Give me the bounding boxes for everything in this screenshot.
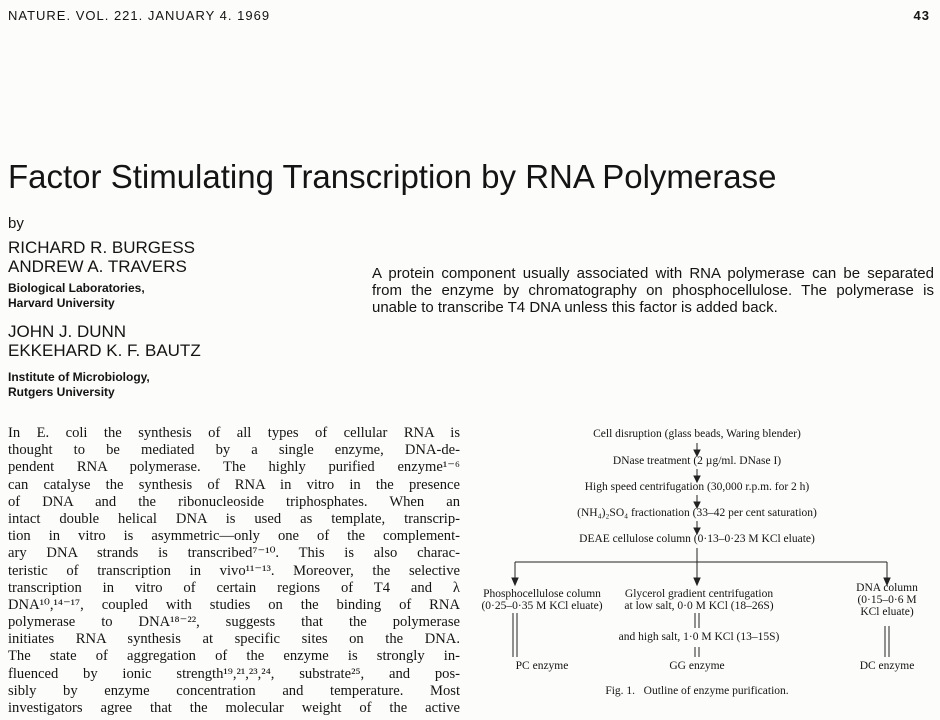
- byline: by: [8, 215, 24, 232]
- body-line: of DNA and the ribonucleoside triphosphates. When an: [8, 493, 460, 510]
- branch-right-label: DNA column: [856, 582, 918, 594]
- branch-left-label: Phosphocellulose column: [483, 588, 601, 600]
- page-number: 43: [913, 8, 930, 23]
- result-gg-enzyme: GG enzyme: [669, 660, 725, 672]
- flow-step: DNase treatment (2 µg/ml. DNase I): [612, 455, 782, 467]
- flow-step: High speed centrifugation (30,000 r.p.m. for 2 h): [584, 481, 810, 493]
- author-name: RICHARD R. BURGESS: [8, 238, 196, 257]
- body-line: sibly by enzyme concentration and temperature. Most: [8, 682, 460, 699]
- body-line: tion in vitro is asymmetric—only one of the complement-: [8, 528, 460, 545]
- body-line: DNA¹⁰,¹⁴⁻¹⁷, coupled with studies on the binding of RNA: [8, 596, 460, 613]
- branch-middle-label: Glycerol gradient centrifugation: [624, 588, 774, 600]
- institution-line: Biological Laboratories,: [8, 281, 145, 295]
- body-line: pendent RNA polymerase. The highly purified enzyme¹⁻⁶: [8, 459, 460, 476]
- body-line: transcription in vitro of certain regions of T4 and λ: [8, 579, 460, 596]
- branch-left-label: (0·25–0·35 M KCl eluate): [481, 600, 603, 612]
- body-line: In E. coli the synthesis of all types of cellular RNA is: [8, 425, 460, 441]
- author-name: EKKEHARD K. F. BAUTZ: [8, 341, 201, 360]
- branch-right-label: (0·15–0·6 M: [857, 594, 917, 606]
- body-line: teristic of transcription in vivo¹¹⁻¹³. Moreover, the selective: [8, 562, 460, 579]
- body-line: can catalyse the synthesis of RNA in vitro in the presence: [8, 476, 460, 493]
- body-line: The state of aggregation of the enzyme is strongly in-: [8, 648, 460, 665]
- journal-citation: NATURE. VOL. 221. JANUARY 4. 1969: [8, 8, 271, 23]
- branch-right-label: KCl eluate): [860, 606, 914, 618]
- flow-step: (NH₄)₂SO₄ fractionation (33–42 per cent saturation): [577, 507, 817, 519]
- body-line: investigators agree that the molecular weight of the active: [8, 700, 460, 716]
- institution-line: Rutgers University: [8, 385, 115, 399]
- figure-caption: Fig. 1. Outline of enzyme purification.: [605, 685, 789, 697]
- flow-arrowhead: [694, 578, 700, 585]
- body-line: initiates RNA synthesis at specific sites on the DNA.: [8, 631, 460, 648]
- branch-middle-label: at low salt, 0·0 M KCl (18–26S): [624, 600, 774, 612]
- author-name: ANDREW A. TRAVERS: [8, 257, 187, 276]
- article-title: Factor Stimulating Transcription by RNA Polymerase: [8, 158, 777, 195]
- body-line: thought to be mediated by a single enzyme, DNA-de-: [8, 442, 460, 459]
- branch-middle-label: and high salt, 1·0 M KCl (13–15S): [618, 631, 780, 643]
- body-line: intact double helical DNA is used as template, transcrip-: [8, 510, 460, 527]
- flow-arrowhead: [512, 578, 518, 585]
- result-dc-enzyme: DC enzyme: [859, 660, 915, 672]
- flow-step: DEAE cellulose column (0·13–0·23 M KCl eluate): [579, 533, 815, 545]
- institution-line: Harvard University: [8, 296, 115, 310]
- flow-step: Cell disruption (glass beads, Waring blender): [593, 428, 801, 440]
- body-line: fluenced by ionic strength¹⁹,²¹,²³,²⁴, substrate²⁵, and pos-: [8, 665, 460, 682]
- body-line: ary DNA strands is transcribed⁷⁻¹⁰. This is also charac-: [8, 545, 460, 562]
- abstract: A protein component usually associated with RNA polymerase can be separated from the enzyme by chromatography on phosphocellulose. The polymerase is unable to transcribe T4 DNA unless this factor is added back.: [372, 265, 934, 316]
- institution-line: Institute of Microbiology,: [8, 370, 150, 384]
- author-name: JOHN J. DUNN: [8, 322, 127, 341]
- result-pc-enzyme: PC enzyme: [515, 660, 569, 672]
- body-line: polymerase to DNA¹⁸⁻²², suggests that the polymerase: [8, 614, 460, 631]
